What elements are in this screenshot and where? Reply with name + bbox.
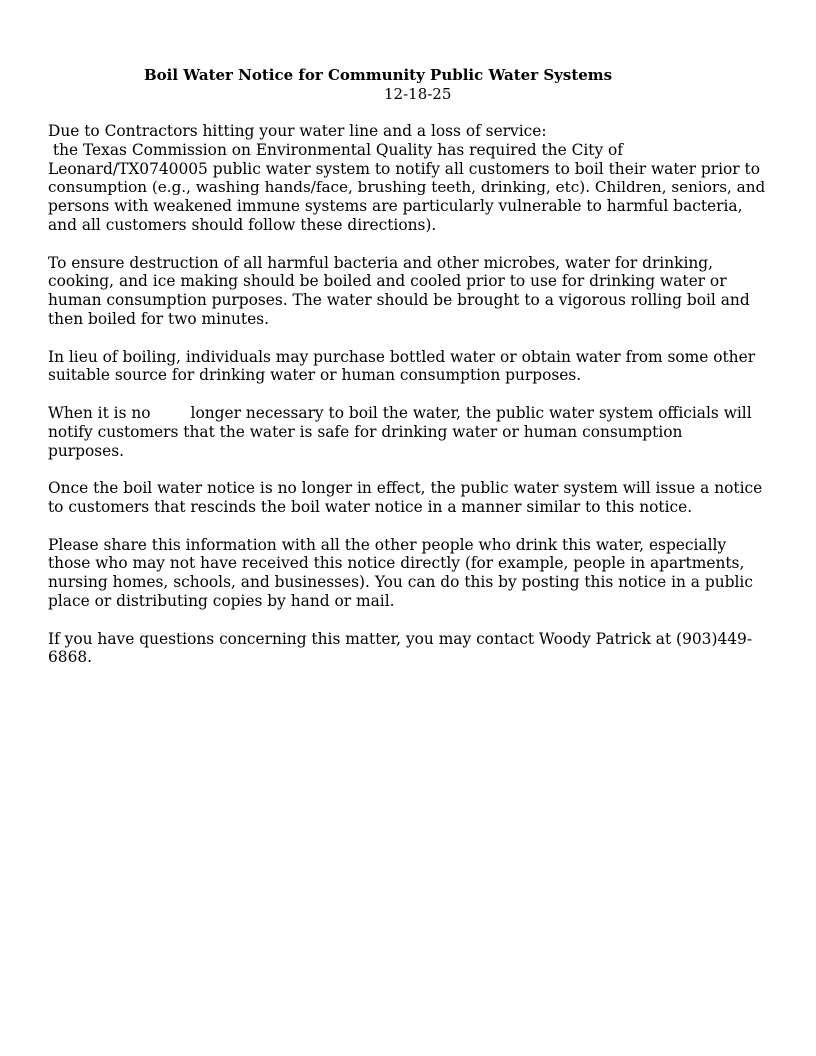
text-line: To ensure destruction of all harmful bacteria and other microbes, water for drinking, [48,253,714,272]
text-fragment: When it is no [48,403,151,422]
notice-title: Boil Water Notice for Community Public Water Systems [144,66,613,84]
text-line [48,404,774,423]
text-line: persons with weakened immune systems are particularly vulnerable to harmful bacteria, [48,197,743,216]
text-line: notify customers that the water is safe for drinking water or human consumption [48,422,683,441]
text-line: Once the boil water notice is no longer in effect, the public water system will issue a notice [48,479,763,498]
paragraph-share [48,536,774,611]
text-line: cooking, and ice making should be boiled and cooled prior to use for drinking water or [48,272,727,291]
title-block [48,66,774,104]
paragraph-bottled-water [48,348,774,386]
paragraph-service-loss [48,122,774,235]
text-line: purposes. [48,441,125,460]
text-line: Leonard/TX0740005 public water system to notify all customers to boil their water prior to [48,159,760,178]
paragraph-boil-instructions [48,254,774,329]
text-line: and all customers should follow these directions). [48,215,437,234]
text-line: human consumption purposes. The water should be brought to a vigorous rolling boil and [48,291,750,310]
document-page [48,66,774,686]
text-line: In lieu of boiling, individuals may purchase bottled water or obtain water from some other [48,347,756,366]
text-line: consumption (e.g., washing hands/face, brushing teeth, drinking, etc). Children, seniors, and [48,178,766,197]
text-line: Please share this information with all the other people who drink this water, especially [48,535,727,554]
text-fragment: longer necessary to boil the water, the public water system officials will [190,403,752,422]
paragraph-contact [48,630,774,668]
text-line: If you have questions concerning this matter, you may contact Woody Patrick at (903)449- [48,629,753,648]
text-line: those who may not have received this notice directly (for example, people in apartments, [48,554,745,573]
text-line: then boiled for two minutes. [48,309,269,328]
text-line: place or distributing copies by hand or mail. [48,591,395,610]
text-line: the Texas Commission on Environmental Quality has required the City of [48,140,624,159]
text-line: suitable source for drinking water or human consumption purposes. [48,366,582,385]
text-line: Due to Contractors hitting your water line and a loss of service: [48,122,547,140]
text-line: to customers that rescinds the boil water notice in a manner similar to this notice. [48,497,693,516]
text-line: nursing homes, schools, and businesses). You can do this by posting this notice in a public [48,573,753,592]
text-line: 6868. [48,648,93,667]
notice-date: 12-18-25 [384,85,452,103]
paragraph-rescind [48,479,774,517]
paragraph-notification [48,404,774,460]
